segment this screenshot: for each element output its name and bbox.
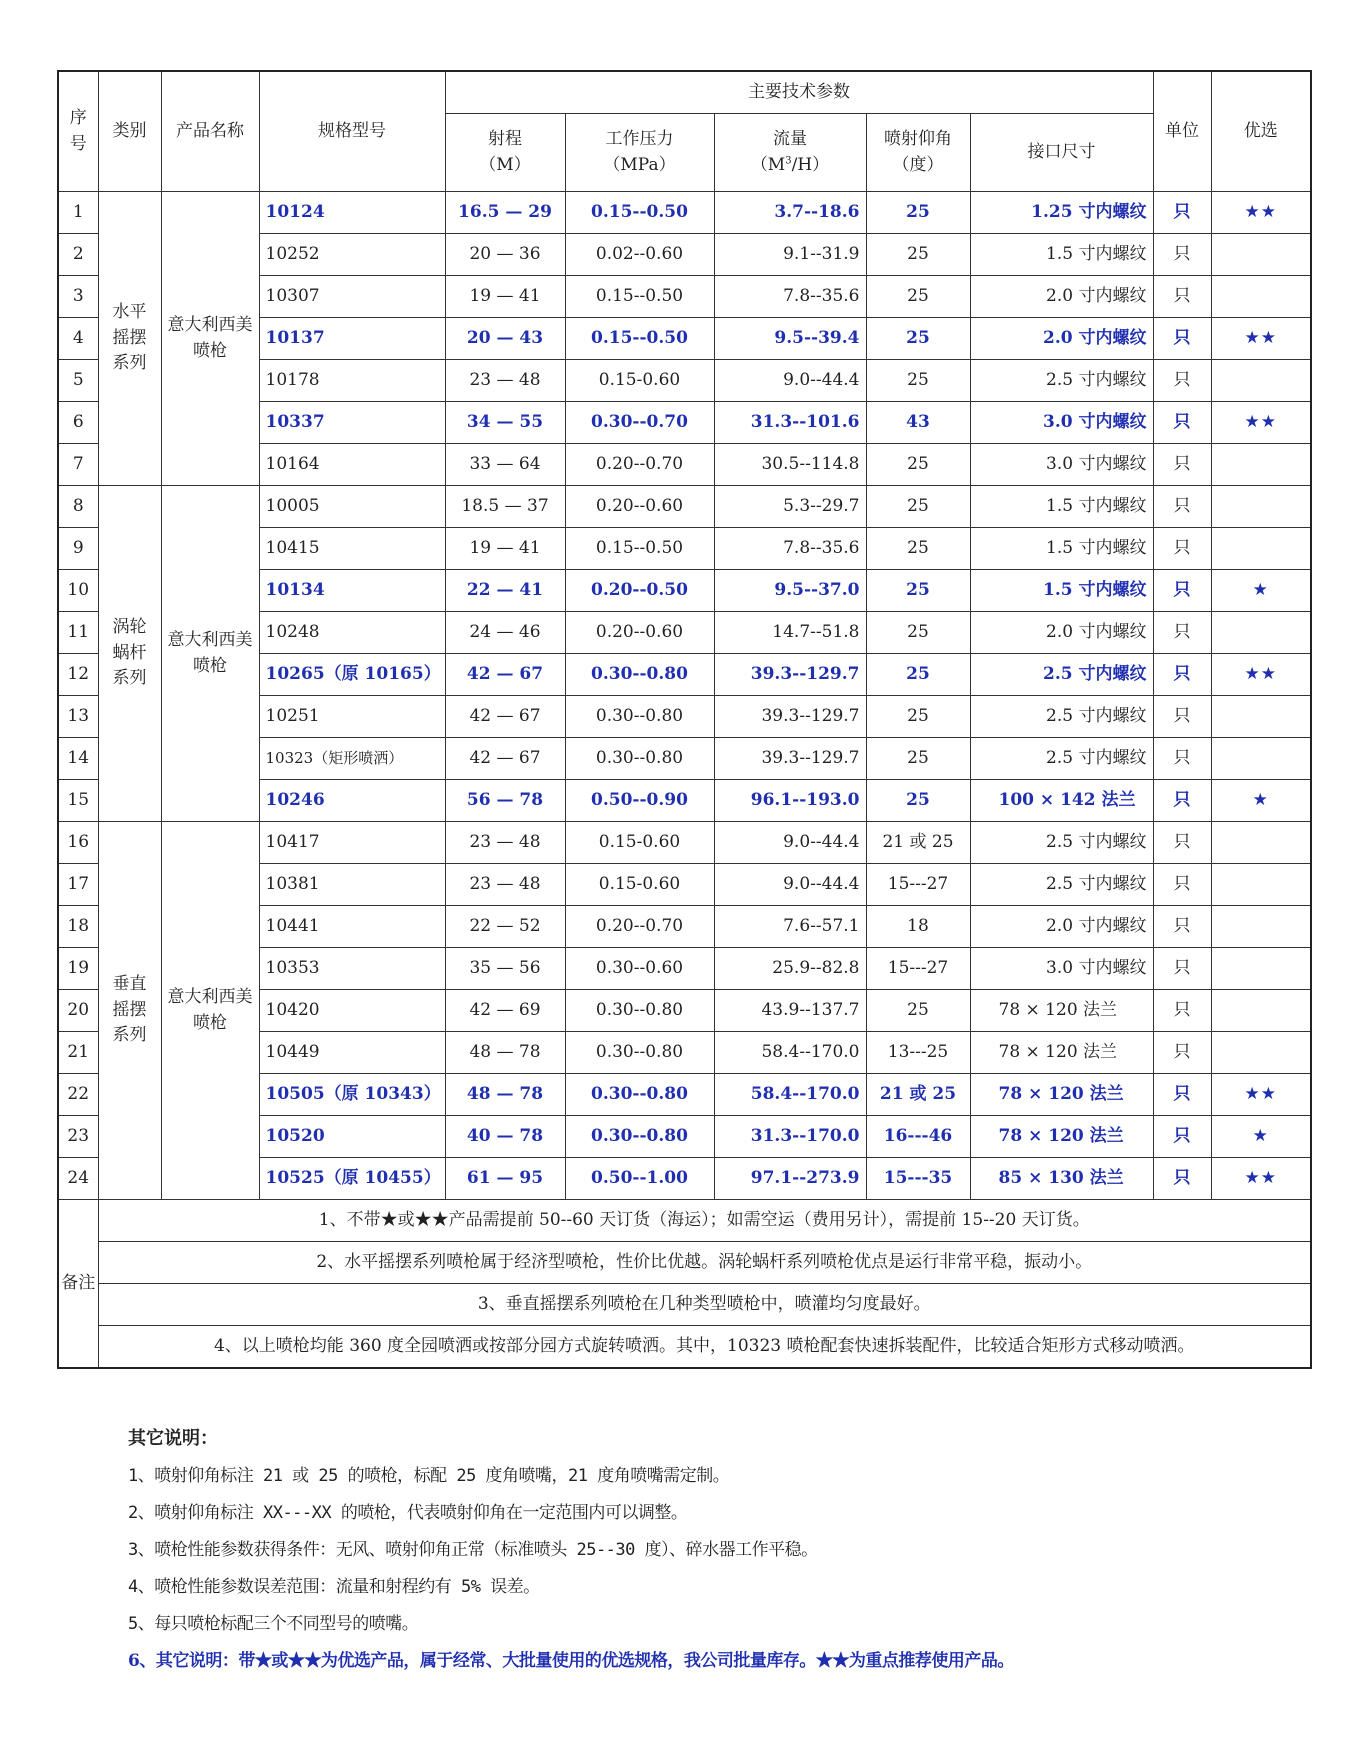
cell-range: 42 — 69 [445,990,565,1032]
cell-pressure: 0.20--0.70 [565,906,714,948]
cell-angle: 25 [866,192,970,234]
cell-seq: 23 [58,1116,98,1158]
note-row [58,1242,1311,1284]
cell-angle: 25 [866,360,970,402]
cell-angle: 25 [866,486,970,528]
cell-range: 23 — 48 [445,360,565,402]
cell-port: 1.5 寸内螺纹 [970,486,1153,528]
header-model: 规格型号 [259,71,445,192]
cell-flow: 9.1--31.9 [714,234,866,276]
cell-angle: 25 [866,318,970,360]
cell-pressure: 0.50--1.00 [565,1158,714,1200]
cell-range: 61 — 95 [445,1158,565,1200]
cell-seq: 9 [58,528,98,570]
cell-model: 10323（矩形喷洒） [259,738,445,780]
cell-category: 垂直摇摆系列 [98,822,161,1200]
preferred-star-icon [1211,738,1311,780]
other-note-line: 3、喷枪性能参数获得条件：无风、喷射仰角正常（标准喷头 25--30 度）、碎水器工作平稳。 [128,1540,818,1560]
table-row [58,192,1311,234]
preferred-star-icon [1211,990,1311,1032]
cell-port: 78 × 120 法兰 [970,990,1153,1032]
cell-flow: 7.6--57.1 [714,906,866,948]
cell-pressure: 0.20--0.50 [565,570,714,612]
cell-unit: 只 [1153,402,1211,444]
cell-flow: 25.9--82.8 [714,948,866,990]
cell-seq: 17 [58,864,98,906]
cell-port: 2.0 寸内螺纹 [970,318,1153,360]
cell-range: 22 — 41 [445,570,565,612]
cell-unit: 只 [1153,948,1211,990]
cell-range: 23 — 48 [445,822,565,864]
table-row [58,822,1311,864]
cell-range: 40 — 78 [445,1116,565,1158]
cell-unit: 只 [1153,990,1211,1032]
cell-seq: 11 [58,612,98,654]
cell-model: 10005 [259,486,445,528]
cell-unit: 只 [1153,276,1211,318]
other-notes-title: 其它说明： [128,1428,218,1449]
table-row [58,486,1311,528]
cell-flow: 14.7--51.8 [714,612,866,654]
cell-range: 22 — 52 [445,906,565,948]
cell-model: 10137 [259,318,445,360]
header-range: 射程 （M） [445,114,565,192]
cell-unit: 只 [1153,780,1211,822]
cell-range: 42 — 67 [445,738,565,780]
preferred-star-icon [1211,906,1311,948]
cell-range: 18.5 — 37 [445,486,565,528]
cell-flow: 30.5--114.8 [714,444,866,486]
cell-pressure: 0.20--0.70 [565,444,714,486]
cell-model: 10420 [259,990,445,1032]
cell-unit: 只 [1153,1074,1211,1116]
header-seq: 序号 [58,71,98,192]
cell-angle: 25 [866,780,970,822]
cell-pressure: 0.30--0.80 [565,738,714,780]
cell-unit: 只 [1153,486,1211,528]
header-pressure: 工作压力 （MPa） [565,114,714,192]
note-text: 3、垂直摇摆系列喷枪在几种类型喷枪中，喷灌均匀度最好。 [98,1284,1311,1326]
cell-model: 10525（原 10455） [259,1158,445,1200]
cell-flow: 9.5--37.0 [714,570,866,612]
cell-unit: 只 [1153,1158,1211,1200]
other-note-line: 2、喷射仰角标注 XX---XX 的喷枪，代表喷射仰角在一定范围内可以调整。 [128,1503,688,1523]
cell-model: 10505（原 10343） [259,1074,445,1116]
preferred-star-icon [1211,528,1311,570]
cell-port: 3.0 寸内螺纹 [970,444,1153,486]
cell-angle: 25 [866,738,970,780]
preferred-star-icon [1211,234,1311,276]
cell-model: 10415 [259,528,445,570]
cell-range: 34 — 55 [445,402,565,444]
header-product: 产品名称 [161,71,259,192]
cell-seq: 1 [58,192,98,234]
header-preferred: 优选 [1211,71,1311,192]
cell-seq: 21 [58,1032,98,1074]
other-note-line: 5、每只喷枪标配三个不同型号的喷嘴。 [128,1614,419,1634]
cell-seq: 18 [58,906,98,948]
cell-port: 2.0 寸内螺纹 [970,276,1153,318]
cell-angle: 25 [866,234,970,276]
cell-seq: 10 [58,570,98,612]
cell-unit: 只 [1153,738,1211,780]
cell-pressure: 0.15--0.50 [565,192,714,234]
cell-model: 10265（原 10165） [259,654,445,696]
cell-range: 56 — 78 [445,780,565,822]
note-row [58,1284,1311,1326]
cell-flow: 96.1--193.0 [714,780,866,822]
cell-seq: 8 [58,486,98,528]
cell-model: 10164 [259,444,445,486]
cell-range: 23 — 48 [445,864,565,906]
cell-unit: 只 [1153,612,1211,654]
cell-pressure: 0.20--0.60 [565,486,714,528]
cell-model: 10246 [259,780,445,822]
cell-range: 35 — 56 [445,948,565,990]
cell-model: 10248 [259,612,445,654]
preferred-star-icon [1211,612,1311,654]
cell-port: 1.5 寸内螺纹 [970,528,1153,570]
cell-seq: 6 [58,402,98,444]
cell-port: 2.5 寸内螺纹 [970,738,1153,780]
cell-seq: 14 [58,738,98,780]
cell-seq: 4 [58,318,98,360]
cell-model: 10134 [259,570,445,612]
header-angle: 喷射仰角 （度） [866,114,970,192]
cell-port: 2.5 寸内螺纹 [970,822,1153,864]
cell-unit: 只 [1153,696,1211,738]
cell-pressure: 0.30--0.80 [565,1074,714,1116]
cell-product: 意大利西美喷枪 [161,486,259,822]
cell-angle: 18 [866,906,970,948]
cell-flow: 58.4--170.0 [714,1032,866,1074]
header-params: 主要技术参数 [445,71,1153,114]
cell-angle: 25 [866,654,970,696]
cell-angle: 15---27 [866,948,970,990]
cell-seq: 19 [58,948,98,990]
cell-model: 10178 [259,360,445,402]
cell-model: 10441 [259,906,445,948]
preferred-star-icon [1211,822,1311,864]
cell-unit: 只 [1153,570,1211,612]
cell-port: 3.0 寸内螺纹 [970,948,1153,990]
cell-unit: 只 [1153,528,1211,570]
cell-flow: 97.1--273.9 [714,1158,866,1200]
preferred-star-icon: ★★ [1211,192,1311,234]
cell-range: 24 — 46 [445,612,565,654]
cell-model: 10251 [259,696,445,738]
cell-model: 10353 [259,948,445,990]
cell-port: 2.0 寸内螺纹 [970,612,1153,654]
cell-flow: 31.3--101.6 [714,402,866,444]
cell-flow: 7.8--35.6 [714,528,866,570]
cell-model: 10337 [259,402,445,444]
cell-flow: 43.9--137.7 [714,990,866,1032]
cell-range: 33 — 64 [445,444,565,486]
cell-flow: 9.0--44.4 [714,864,866,906]
cell-pressure: 0.30--0.60 [565,948,714,990]
preferred-star-icon [1211,864,1311,906]
cell-flow: 7.8--35.6 [714,276,866,318]
notes-label: 备注 [58,1200,98,1369]
cell-pressure: 0.15-0.60 [565,822,714,864]
cell-range: 48 — 78 [445,1074,565,1116]
cell-unit: 只 [1153,318,1211,360]
cell-flow: 9.0--44.4 [714,822,866,864]
cell-model: 10449 [259,1032,445,1074]
preferred-star-icon: ★★ [1211,402,1311,444]
cell-pressure: 0.30--0.80 [565,1116,714,1158]
cell-pressure: 0.30--0.80 [565,1032,714,1074]
cell-port: 3.0 寸内螺纹 [970,402,1153,444]
cell-seq: 13 [58,696,98,738]
cell-unit: 只 [1153,906,1211,948]
cell-seq: 16 [58,822,98,864]
cell-product: 意大利西美喷枪 [161,822,259,1200]
cell-range: 48 — 78 [445,1032,565,1074]
cell-unit: 只 [1153,444,1211,486]
preferred-star-icon: ★ [1211,1116,1311,1158]
cell-angle: 21 或 25 [866,822,970,864]
note-text: 4、以上喷枪均能 360 度全园喷洒或按部分园方式旋转喷洒。其中，10323 喷枪配套快速拆装配件，比较适合矩形方式移动喷洒。 [98,1326,1311,1369]
cell-unit: 只 [1153,234,1211,276]
cell-pressure: 0.30--0.80 [565,990,714,1032]
cell-port: 1.25 寸内螺纹 [970,192,1153,234]
cell-seq: 7 [58,444,98,486]
cell-angle: 25 [866,570,970,612]
spec-table [57,70,1312,1369]
cell-pressure: 0.15--0.50 [565,276,714,318]
cell-angle: 15---27 [866,864,970,906]
cell-unit: 只 [1153,654,1211,696]
cell-port: 2.5 寸内螺纹 [970,360,1153,402]
cell-seq: 22 [58,1074,98,1116]
cell-pressure: 0.15--0.50 [565,318,714,360]
preferred-star-icon [1211,696,1311,738]
cell-unit: 只 [1153,822,1211,864]
cell-flow: 31.3--170.0 [714,1116,866,1158]
cell-angle: 16---46 [866,1116,970,1158]
cell-port: 1.5 寸内螺纹 [970,570,1153,612]
cell-pressure: 0.15-0.60 [565,360,714,402]
preferred-star-icon: ★★ [1211,318,1311,360]
cell-angle: 25 [866,528,970,570]
preferred-star-icon: ★★ [1211,1158,1311,1200]
other-note-line: 1、喷射仰角标注 21 或 25 的喷枪，标配 25 度角喷嘴，21 度角喷嘴需定制。 [128,1466,730,1486]
preferred-star-icon [1211,1032,1311,1074]
cell-pressure: 0.02--0.60 [565,234,714,276]
cell-seq: 15 [58,780,98,822]
cell-unit: 只 [1153,1116,1211,1158]
preferred-star-icon [1211,444,1311,486]
cell-range: 19 — 41 [445,528,565,570]
cell-pressure: 0.50--0.90 [565,780,714,822]
cell-range: 42 — 67 [445,696,565,738]
cell-port: 85 × 130 法兰 [970,1158,1153,1200]
cell-model: 10417 [259,822,445,864]
cell-angle: 13---25 [866,1032,970,1074]
cell-seq: 3 [58,276,98,318]
cell-port: 2.0 寸内螺纹 [970,906,1153,948]
cell-flow: 39.3--129.7 [714,654,866,696]
cell-angle: 21 或 25 [866,1074,970,1116]
cell-pressure: 0.15--0.50 [565,528,714,570]
cell-model: 10381 [259,864,445,906]
cell-flow: 58.4--170.0 [714,1074,866,1116]
cell-seq: 5 [58,360,98,402]
cell-pressure: 0.30--0.70 [565,402,714,444]
cell-angle: 15---35 [866,1158,970,1200]
other-notes [128,1424,1308,1680]
cell-model: 10124 [259,192,445,234]
preferred-star-icon: ★★ [1211,654,1311,696]
cell-pressure: 0.30--0.80 [565,654,714,696]
cell-unit: 只 [1153,864,1211,906]
header-category: 类别 [98,71,161,192]
preferred-star-icon: ★ [1211,570,1311,612]
cell-angle: 25 [866,612,970,654]
cell-port: 78 × 120 法兰 [970,1116,1153,1158]
preferred-star-icon [1211,360,1311,402]
cell-range: 20 — 43 [445,318,565,360]
cell-port: 78 × 120 法兰 [970,1032,1153,1074]
cell-range: 19 — 41 [445,276,565,318]
cell-port: 2.5 寸内螺纹 [970,864,1153,906]
cell-product: 意大利西美喷枪 [161,192,259,486]
cell-angle: 25 [866,990,970,1032]
cell-seq: 2 [58,234,98,276]
cell-angle: 25 [866,276,970,318]
cell-seq: 24 [58,1158,98,1200]
other-note-line: 4、喷枪性能参数误差范围：流量和射程约有 5% 误差。 [128,1577,540,1597]
cell-flow: 39.3--129.7 [714,696,866,738]
cell-flow: 3.7--18.6 [714,192,866,234]
header-row-1 [58,71,1311,114]
cell-pressure: 0.15-0.60 [565,864,714,906]
note-row [58,1200,1311,1242]
cell-category: 涡轮蜗杆系列 [98,486,161,822]
cell-flow: 5.3--29.7 [714,486,866,528]
cell-range: 42 — 67 [445,654,565,696]
cell-port: 1.5 寸内螺纹 [970,234,1153,276]
cell-port: 100 × 142 法兰 [970,780,1153,822]
preferred-star-icon: ★★ [1211,1074,1311,1116]
other-note-highlight: 6、其它说明：带★或★★为优选产品，属于经常、大批量使用的优选规格，我公司批量库存。★★为重点推荐使用产品。 [128,1651,1014,1671]
cell-port: 78 × 120 法兰 [970,1074,1153,1116]
header-unit: 单位 [1153,71,1211,192]
cell-flow: 9.5--39.4 [714,318,866,360]
cell-pressure: 0.30--0.80 [565,696,714,738]
cell-range: 16.5 — 29 [445,192,565,234]
cell-seq: 20 [58,990,98,1032]
cell-model: 10520 [259,1116,445,1158]
note-text: 1、不带★或★★产品需提前 50--60 天订货（海运）；如需空运（费用另计），需提前 15--20 天订货。 [98,1200,1311,1242]
note-row [58,1326,1311,1369]
cell-unit: 只 [1153,360,1211,402]
cell-port: 2.5 寸内螺纹 [970,654,1153,696]
header-flow: 流量 $(M^3/H)$ [714,114,866,192]
cell-model: 10307 [259,276,445,318]
cell-category: 水平摇摆系列 [98,192,161,486]
cell-flow: 9.0--44.4 [714,360,866,402]
cell-angle: 43 [866,402,970,444]
cell-unit: 只 [1153,192,1211,234]
cell-range: 20 — 36 [445,234,565,276]
header-port: 接口尺寸 [970,114,1153,192]
cell-flow: 39.3--129.7 [714,738,866,780]
note-text: 2、水平摇摆系列喷枪属于经济型喷枪，性价比优越。涡轮蜗杆系列喷枪优点是运行非常平稳，振动小。 [98,1242,1311,1284]
cell-model: 10252 [259,234,445,276]
preferred-star-icon: ★ [1211,780,1311,822]
cell-port: 2.5 寸内螺纹 [970,696,1153,738]
cell-pressure: 0.20--0.60 [565,612,714,654]
cell-angle: 25 [866,696,970,738]
cell-unit: 只 [1153,1032,1211,1074]
preferred-star-icon [1211,948,1311,990]
cell-seq: 12 [58,654,98,696]
preferred-star-icon [1211,486,1311,528]
preferred-star-icon [1211,276,1311,318]
cell-angle: 25 [866,444,970,486]
